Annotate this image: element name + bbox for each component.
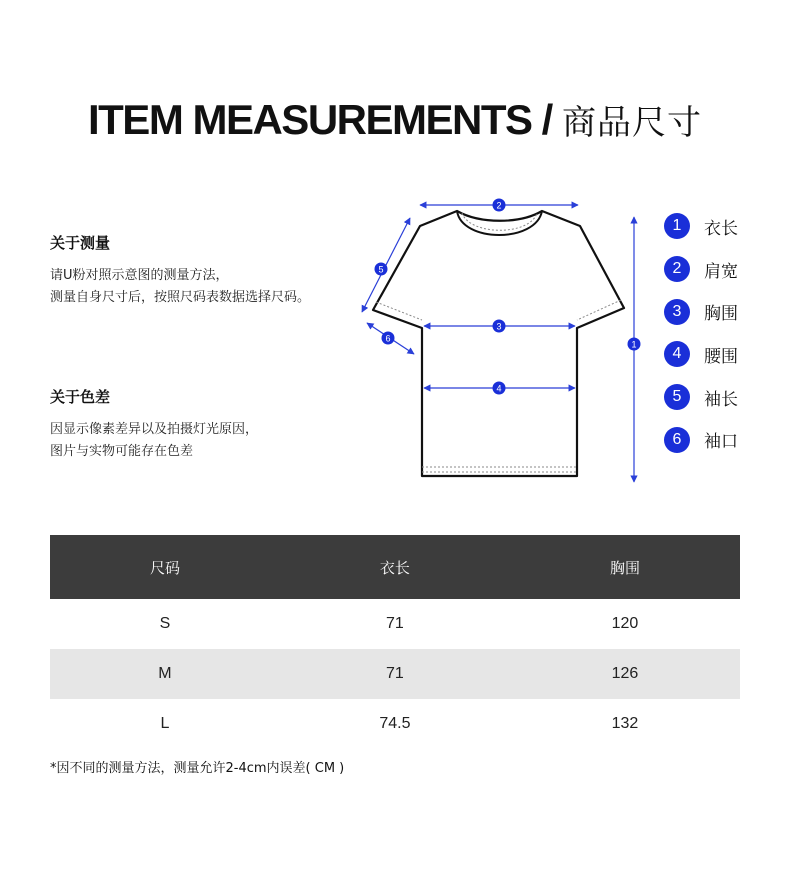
- cell-chest: 120: [611, 615, 639, 632]
- measurement-note-heading: 关于测量: [50, 234, 111, 252]
- header-size: 尺码: [50, 535, 280, 599]
- table-row: [50, 599, 740, 649]
- svg-text:4: 4: [496, 383, 502, 394]
- page-title: [0, 95, 790, 144]
- legend-label: 腰围: [704, 346, 738, 367]
- legend-number: 2: [664, 256, 690, 282]
- legend-item-chest: [664, 290, 738, 333]
- legend-item-sleeve: [664, 376, 738, 419]
- legend-label: 衣长: [704, 218, 738, 239]
- svg-text:3: 3: [496, 321, 502, 332]
- cell-length: 74.5: [379, 715, 411, 732]
- legend-number: 5: [664, 384, 690, 410]
- svg-text:1: 1: [631, 339, 637, 350]
- measurement-note-line1: 请U粉对照示意图的测量方法，: [50, 268, 229, 283]
- legend-label: 袖口: [704, 432, 738, 453]
- color-note-line2: 图片与实物可能存在色差: [50, 444, 194, 459]
- tshirt-outline: [373, 211, 624, 476]
- legend-number: 3: [664, 299, 690, 325]
- header-chest: 胸围: [510, 535, 740, 599]
- color-note: [50, 386, 370, 463]
- cell-chest: 126: [510, 649, 740, 699]
- size-table: [50, 535, 740, 749]
- color-note-heading: 关于色差: [50, 388, 111, 406]
- cell-chest: 132: [611, 715, 639, 732]
- cell-size: L: [160, 715, 170, 732]
- legend-label: 肩宽: [704, 261, 738, 282]
- measurement-note-line2: 测量自身尺寸后，按照尺码表数据选择尺码。: [50, 290, 311, 305]
- legend-number: 1: [664, 213, 690, 239]
- legend-number: 4: [664, 341, 690, 367]
- marker-length: [628, 338, 641, 351]
- svg-text:5: 5: [378, 264, 384, 275]
- legend-label: 胸围: [704, 304, 738, 325]
- cell-length: 71: [386, 615, 404, 632]
- marker-cuff: [382, 332, 395, 345]
- title-chinese: 商品尺寸: [562, 103, 703, 143]
- color-note-line1: 因显示像素差异以及拍摄灯光原因，: [50, 422, 259, 437]
- title-english: ITEM MEASUREMENTS /: [87, 96, 552, 143]
- svg-text:2: 2: [496, 200, 502, 211]
- cell-size: M: [50, 649, 280, 699]
- marker-waist: [493, 382, 506, 395]
- legend-number: 6: [664, 427, 690, 453]
- measurement-footnote: *因不同的测量方法，测量允许2-4cm内误差( CM ): [50, 761, 345, 776]
- legend-item-length: [664, 205, 738, 248]
- cell-length: 71: [280, 649, 510, 699]
- marker-chest: [493, 320, 506, 333]
- svg-text:6: 6: [385, 333, 391, 344]
- legend-item-cuff: [664, 418, 738, 461]
- legend-item-waist: [664, 333, 738, 376]
- marker-shoulder: [493, 199, 506, 212]
- table-row: [50, 649, 740, 699]
- legend-item-shoulder: [664, 248, 738, 291]
- header-length: 衣长: [280, 535, 510, 599]
- marker-sleeve: [375, 263, 388, 276]
- table-row: [50, 699, 740, 749]
- legend-label: 袖长: [704, 389, 738, 410]
- measurement-note: [50, 232, 370, 309]
- tshirt-diagram: [340, 190, 650, 495]
- measurement-legend: [664, 205, 738, 461]
- cell-size: S: [159, 615, 171, 632]
- size-table-header: [50, 535, 740, 599]
